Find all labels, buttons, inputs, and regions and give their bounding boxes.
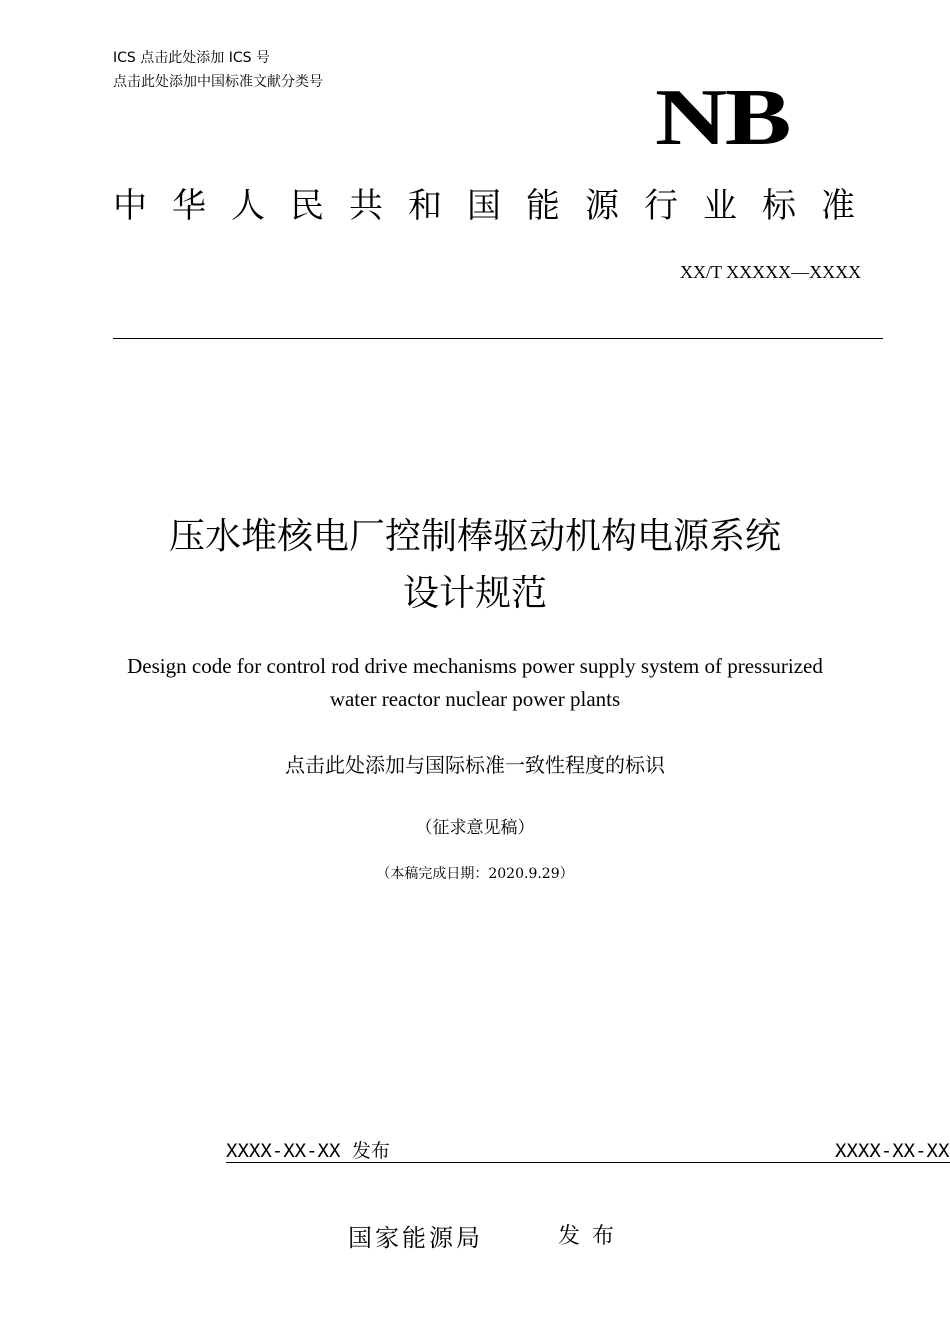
document-title-en-line2: water reactor nuclear power plants: [329, 687, 621, 711]
ics-number-placeholder[interactable]: ICS 点击此处添加 ICS 号: [113, 50, 270, 66]
implementation-date: XXXX-XX-XX: [835, 1140, 950, 1162]
classification-number-placeholder[interactable]: 点击此处添加中国标准文献分类号: [113, 74, 323, 90]
nb-logo: NB: [655, 74, 789, 162]
publisher-name: 国家能源局: [348, 1224, 483, 1252]
footer-divider: [226, 1162, 950, 1163]
standard-number: XX/T XXXXX—XXXX: [680, 262, 862, 282]
standard-category-title: 中华人民共和国能源行业标准: [113, 186, 880, 226]
publish-label: 发布: [558, 1224, 627, 1249]
document-title-cn-line2: 设计规范: [402, 573, 547, 614]
draft-status: （征求意见稿）: [415, 818, 535, 838]
completion-date: （本稿完成日期：2020.9.29）: [376, 866, 574, 882]
document-title-en-line1: Design code for control rod drive mechanisms power supply system of pressurized: [127, 654, 823, 678]
document-title-cn-line1: 压水堆核电厂控制棒驱动机构电源系统: [168, 516, 781, 557]
international-consistency-placeholder[interactable]: 点击此处添加与国际标准一致性程度的标识: [285, 753, 665, 777]
release-date: XXXX-XX-XX 发布: [226, 1140, 390, 1162]
header-divider: [113, 338, 883, 339]
